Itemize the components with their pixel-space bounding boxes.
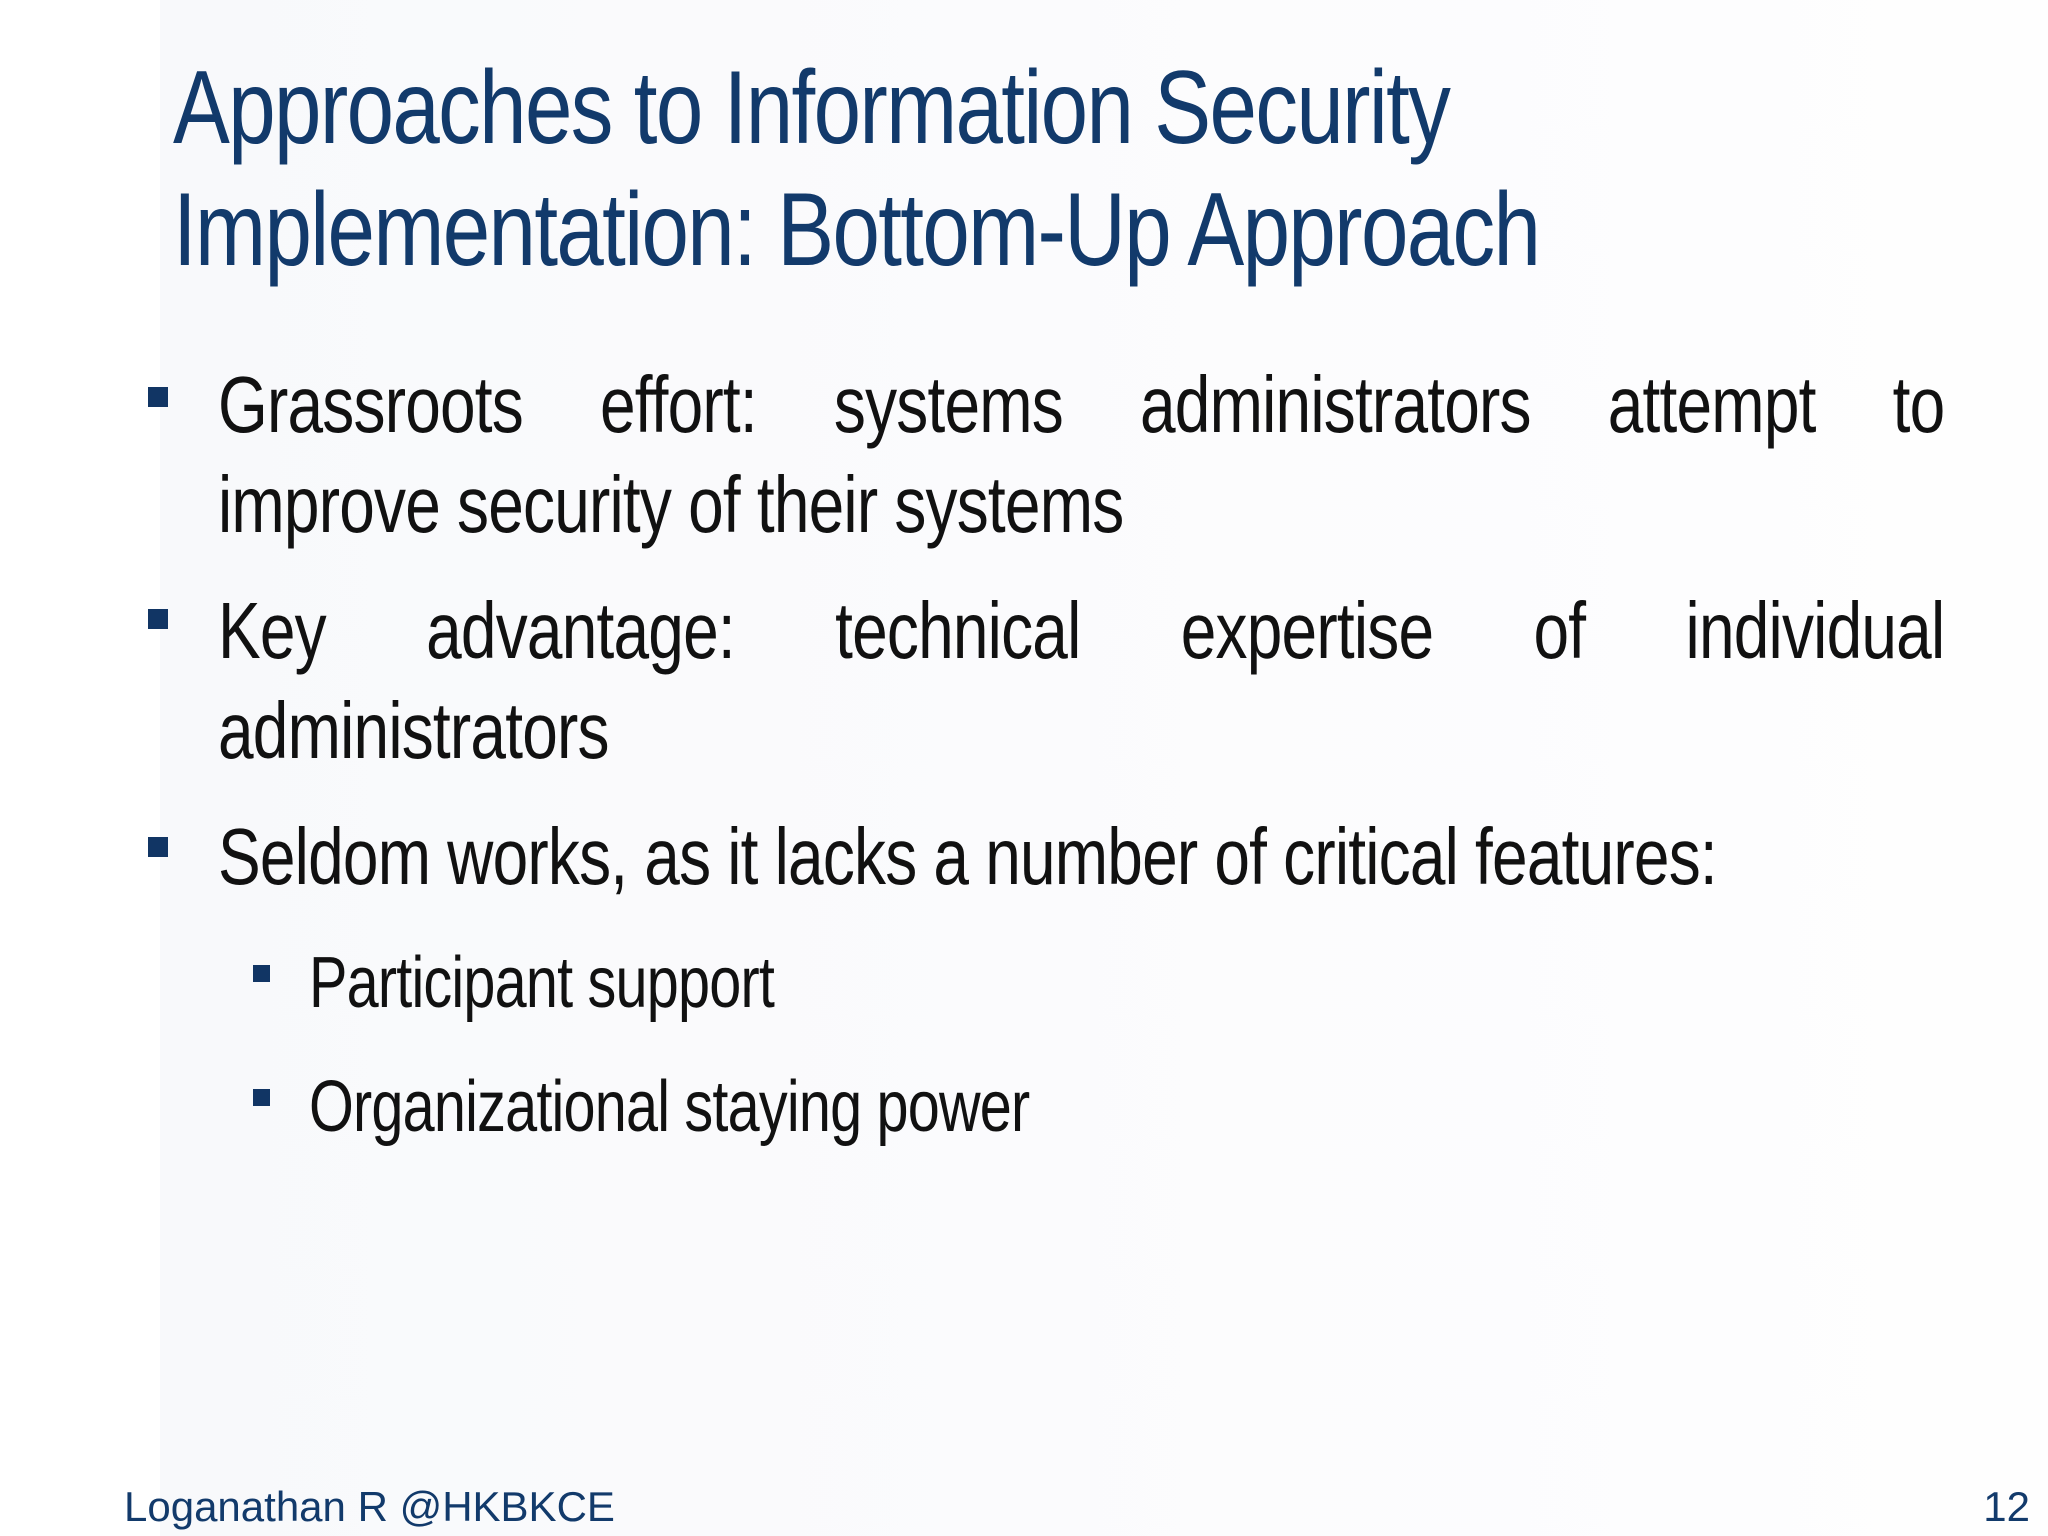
bullet-1-word: Grassroots: [218, 360, 523, 449]
bullet-2-word: Key: [218, 586, 326, 675]
square-bullet-icon: [148, 609, 168, 629]
square-bullet-icon: [148, 387, 168, 407]
bullet-1-word: attempt: [1607, 360, 1816, 449]
square-bullet-icon: [148, 837, 168, 857]
bullet-1-line-2: improve security of their systems: [218, 460, 1124, 549]
bullet-2-word: of: [1533, 586, 1586, 675]
square-subbullet-icon: [253, 1089, 270, 1106]
bullet-2-word: expertise: [1180, 586, 1434, 675]
bullet-1-word: to: [1892, 360, 1945, 449]
subbullet-organizational-staying-power: Organizational staying power: [309, 1067, 1030, 1147]
bullet-1-line-1: [218, 357, 1944, 453]
square-subbullet-icon: [253, 965, 270, 982]
slide-footer-author: Loganathan R @HKBKCE: [124, 1483, 615, 1530]
bullet-2-word: technical: [835, 586, 1081, 675]
slide-title-line-2: Implementation: Bottom-Up Approach: [173, 172, 1540, 288]
bullet-2-line-1: [218, 583, 1944, 679]
bullet-2-word: advantage:: [426, 586, 735, 675]
slide-title-line-1: Approaches to Information Security: [173, 50, 1450, 166]
slide-page-number: 12: [1983, 1483, 2030, 1530]
bullet-2-line-2: administrators: [218, 686, 609, 775]
bullet-2-word: individual: [1685, 586, 1945, 675]
bullet-1-word: effort:: [600, 360, 757, 449]
bullet-1-word: systems: [833, 360, 1063, 449]
bullet-1-word: administrators: [1140, 360, 1531, 449]
subbullet-participant-support: Participant support: [309, 943, 775, 1023]
bullet-3-text: Seldom works, as it lacks a number of critical features:: [218, 812, 1717, 901]
